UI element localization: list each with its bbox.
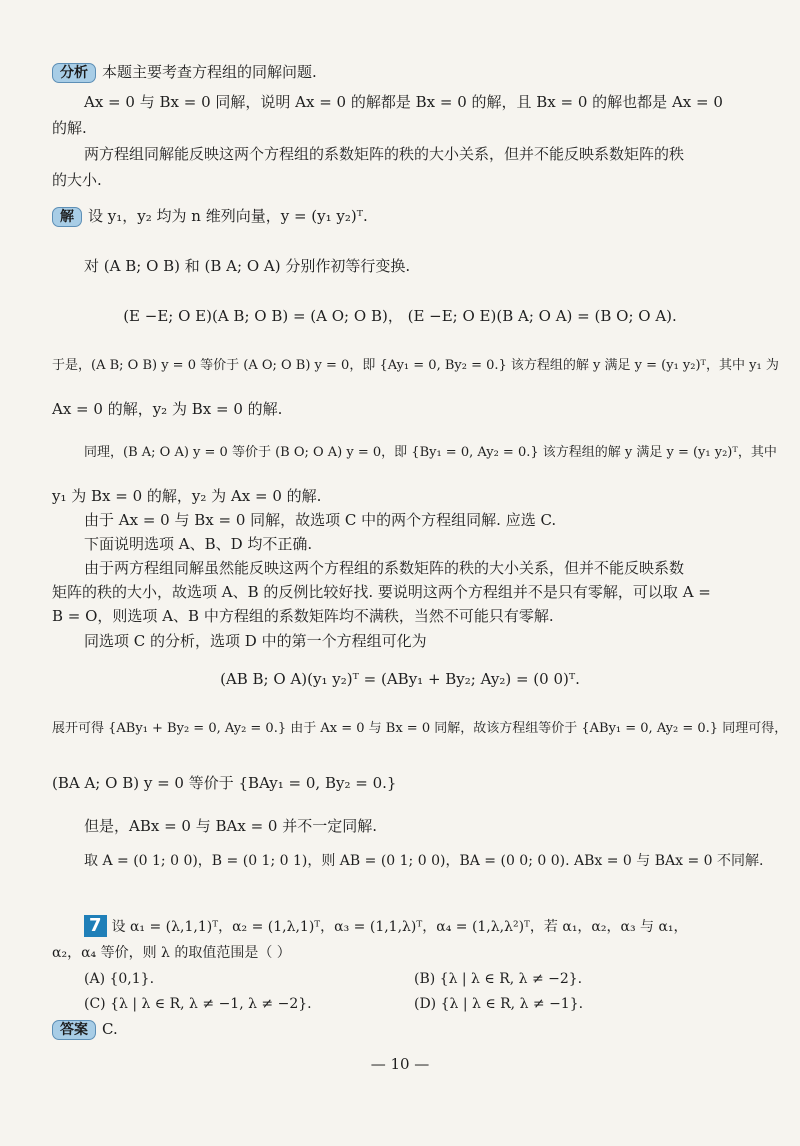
solution-row-reduction: (E −E; O E)(A B; O B) = (A O; O B)， (E −E; O E)(B A; O A) = (B O; O A). [123,307,677,325]
analysis-heading [52,61,752,83]
analysis-line-3: 的解. [52,119,87,137]
answer-line [52,1018,752,1040]
solution-line-1: 设 y₁，y₂ 均为 n 维列向量，y = (y₁ y₂)ᵀ. [88,207,368,225]
solution-line-2: 对 (A B; O B) 和 (B A; O A) 分别作初等行变换. [84,257,411,275]
solution-tag: 解 [52,207,82,227]
analysis-line-2: Ax = 0 与 Bx = 0 同解，说明 Ax = 0 的解都是 Bx = 0 的解，且 Bx = 0 的解也都是 Ax = 0 [84,93,723,111]
question-stem-2: α₂，α₄ 等价，则 λ 的取值范围是（ ） [52,945,291,961]
question-stem-text: 设 α₁ = (λ,1,1)ᵀ，α₂ = (1,λ,1)ᵀ，α₃ = (1,1,λ)ᵀ，α₄ = (1,λ,λ²)ᵀ，若 α₁，α₂，α₃ 与 α₁， [111,919,688,935]
solution-line-16: (BA A; O B) y = 0 等价于 {BAy₁ = 0, By₂ = 0.} [52,774,397,792]
analysis-tag: 分析 [52,63,96,83]
analysis-line-4: 两方程组同解能反映这两个方程组的系数矩阵的秩的大小关系，但并不能反映系数矩阵的秩 [84,145,685,163]
question-number: 7 [84,915,107,937]
solution-line-5: Ax = 0 的解，y₂ 为 Bx = 0 的解. [52,400,283,418]
page-number: — 10 — [370,1055,430,1073]
analysis-line-1: 本题主要考查方程组的同解问题. [102,63,317,81]
answer-text: C. [102,1020,118,1038]
solution-line-12: B = O，则选项 A、B 中方程组的系数矩阵均不满秩，当然不可能只有零解. [52,607,554,625]
solution-line-8: 由于 Ax = 0 与 Bx = 0 同解，故选项 C 中的两个方程组同解. 应选 C. [84,511,557,529]
solution-line-17: 但是，ABx = 0 与 BAx = 0 并不一定同解. [84,817,377,835]
answer-tag: 答案 [52,1020,96,1040]
solution-line-18: 取 A = (0 1; 0 0)，B = (0 1; 0 1)，则 AB = (0 1; 0 0)，BA = (0 0; 0 0). ABx = 0 与 BAx = 0 不同解. [84,853,764,869]
analysis-line-5: 的大小. [52,171,102,189]
solution-line-9: 下面说明选项 A、B、D 均不正确. [84,535,313,553]
solution-line-15: 展开可得 {ABy₁ + By₂ = 0, Ay₂ = 0.} 由于 Ax = 0 与 Bx = 0 同解，故该方程组等价于 {ABy₁ = 0, Ay₂ = 0.} 同理可得， [52,721,788,736]
solution-line-4: 于是，(A B; O B) y = 0 等价于 (A O; O B) y = 0，即 {Ay₁ = 0, By₂ = 0.} 该方程组的解 y 满足 y = (y₁ y₂)ᵀ，其中 y₁ 为 [52,358,779,373]
option-b: (B) {λ | λ ∈ R, λ ≠ −2}. [414,971,583,987]
option-c: (C) {λ | λ ∈ R, λ ≠ −1, λ ≠ −2}. [84,996,312,1012]
solution-equation-d: (AB B; O A)(y₁ y₂)ᵀ = (ABy₁ + By₂; Ay₂) = (0 0)ᵀ. [220,670,580,688]
solution-line-6: 同理，(B A; O A) y = 0 等价于 (B O; O A) y = 0，即 {By₁ = 0, Ay₂ = 0.} 该方程组的解 y 满足 y = (y₁ y₂)ᵀ，其中 [84,445,777,460]
option-d: (D) {λ | λ ∈ R, λ ≠ −1}. [414,996,584,1012]
question-stem-1 [84,915,784,938]
solution-line-13: 同选项 C 的分析，选项 D 中的第一个方程组可化为 [84,632,427,650]
solution-line-10: 由于两方程组同解虽然能反映这两个方程组的系数矩阵的秩的大小关系，但并不能反映系数 [84,559,685,577]
solution-line-7: y₁ 为 Bx = 0 的解，y₂ 为 Ax = 0 的解. [52,487,322,505]
solution-line-11: 矩阵的秩的大小，故选项 A、B 的反例比较好找. 要说明这两个方程组并不是只有零解，可以取 A = [52,583,711,601]
option-a: (A) {0,1}. [84,971,155,987]
solution-heading [52,205,752,227]
